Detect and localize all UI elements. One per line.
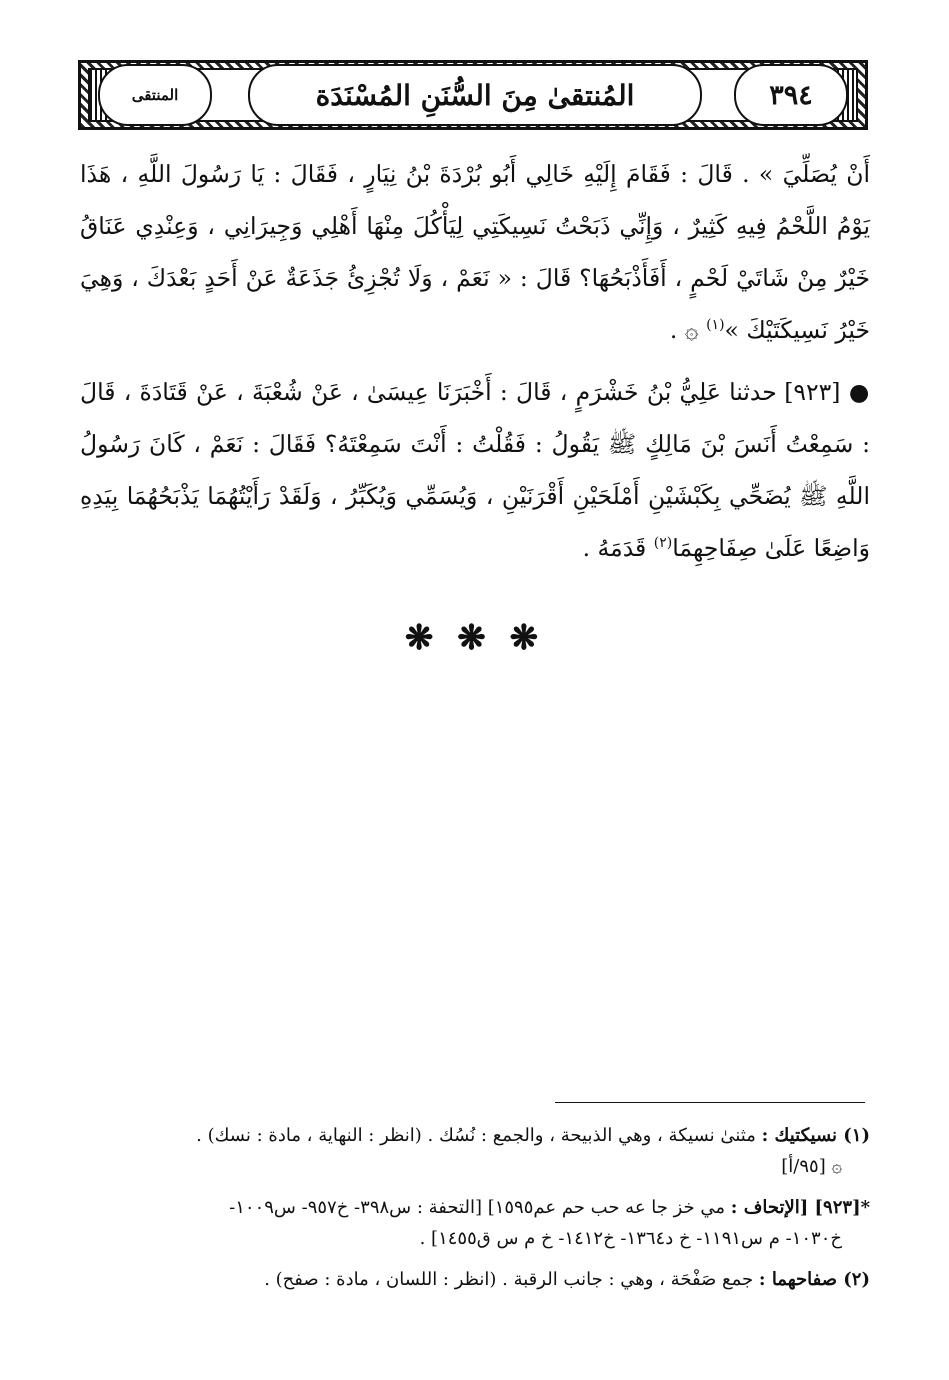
footnote-3-text: جمع صَفْحَة ، وهي : جانب الرقبة . (انظر : اللسان ، مادة : صفح) . <box>264 1269 754 1290</box>
footnote-1-line <box>80 1120 870 1151</box>
footnote-2-text: مي خز جا عه حب حم عم١٥٩٥] [التحفة : س٣٩٨- خ٩٥٧- س١٠٠٩- <box>229 1197 726 1218</box>
footnote-1-text: مثنىٰ نسيكة ، وهي الذبيحة ، والجمع : نُسُك . (انظر : النهاية ، مادة : نسك) . <box>196 1125 756 1146</box>
header-logo-text: المنتقى <box>131 85 179 104</box>
footnote-2 <box>80 1192 870 1254</box>
footnote-2-line <box>80 1192 870 1223</box>
footnote-ref-2: (٢) <box>653 535 673 552</box>
header-title-cartouche <box>248 64 702 126</box>
footnotes <box>80 1120 870 1305</box>
paragraph-1 <box>80 148 870 356</box>
footnote-3 <box>80 1264 870 1295</box>
header-page-cartouche <box>734 64 848 126</box>
footnote-1-label: (١) نسيكتيك : <box>761 1125 870 1146</box>
footnote-2-label: *[٩٢٣] [الإتحاف : <box>730 1197 870 1218</box>
page-header <box>78 60 868 130</box>
section-separator: ❋ ❋ ❋ <box>404 618 545 658</box>
footnote-1 <box>80 1120 870 1182</box>
footnote-1-page-ref: ۞ [٩٥/أ] <box>781 1156 842 1177</box>
footnote-3-label: (٢) صفاحهما : <box>758 1269 870 1290</box>
book-title: المُنتقىٰ مِنَ السُّنَنِ المُسْنَدَة <box>315 78 635 112</box>
footnote-rule <box>555 1102 865 1103</box>
page-number: ٣٩٤ <box>769 79 813 111</box>
paragraph-2-text: [٩٢٣] حدثنا عَلِيُّ بْنُ خَشْرَمٍ ، قَالَ : أَخْبَرَنَا عِيسَىٰ ، عَنْ شُعْبَةَ ، عَنْ قَتَادَةَ ، قَالَ : سَمِعْتُ أَنَسَ بْنَ مَالِكٍ ﷺ يَقُولُ : فَقُلْتُ : أَنْتَ سَمِعْتَهُ؟ فَقَالَ : نَعَمْ ، كَانَ رَسُولُ اللَّهِ ﷺ يُضَحِّي بِكَبْشَيْنِ أَمْلَحَيْنِ أَقْرَنَيْنِ ، وَيُسَمِّي وَيُكَبِّرُ ، وَلَقَدْ رَأَيْتُهُمَا يَذْبَحُهُمَا بِيَدِهِ وَاضِعًا عَلَىٰ صِفَاحِهِمَا <box>80 378 870 562</box>
footnote-ref-1: (١) <box>706 317 725 334</box>
footnote-2-continuation: خ١٠٣٠- م س١١٩١- خ د١٣٦٤- خ١٤١٢- خ م س ق١٤٥٥] . <box>419 1228 842 1249</box>
paragraph-2 <box>80 366 870 574</box>
paragraph-1-end: ۞ . <box>669 316 699 344</box>
hadith-bullet: ● <box>848 378 870 406</box>
paragraph-2-end: قَدَمَهُ . <box>582 534 647 562</box>
main-text <box>80 148 870 574</box>
paragraph-1-text: أَنْ يُصَلِّيَ » . قَالَ : فَقَامَ إِلَيْهِ خَالِي أَبُو بُرْدَةَ بْنُ نِيَارٍ ، فَقَالَ : يَا رَسُولَ اللَّهِ ، هَذَا يَوْمُ اللَّحْمُ فِيهِ كَثِيرٌ ، وَإِنِّي ذَبَحْتُ نَسِيكَتِي لِيَأْكُلَ مِنْهَا أَهْلِي وَجِيرَانِي ، وَعِنْدِي عَنَاقُ خَيْرٌ مِنْ شَاتَيْ لَحْمٍ ، أَفَأَذْبَحُهَا؟ قَالَ : « نَعَمْ ، وَلَا تُجْزِئُ جَذَعَةٌ عَنْ أَحَدٍ بَعْدَكَ ، وَهِيَ خَيْرُ نَسِيكَتَيْكَ » <box>80 160 870 344</box>
header-logo-cartouche <box>98 64 212 126</box>
footnote-3-line <box>80 1264 870 1295</box>
